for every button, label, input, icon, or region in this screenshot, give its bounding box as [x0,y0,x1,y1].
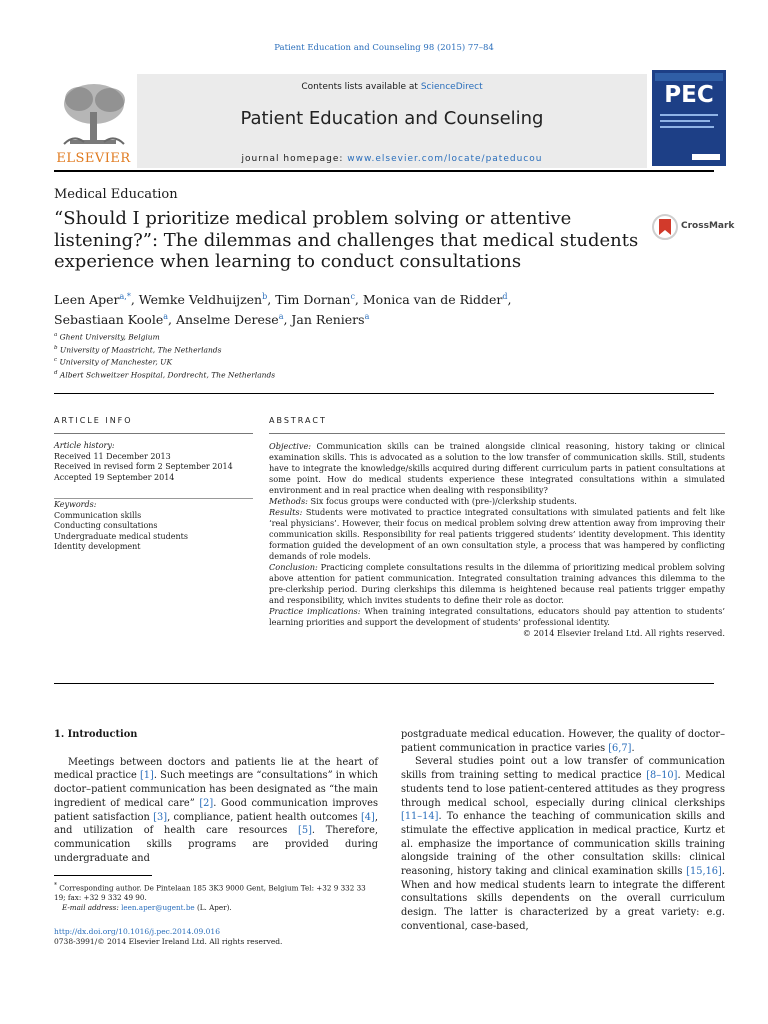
citation-link[interactable]: [11–14] [401,811,439,823]
history-item: Accepted 19 September 2014 [54,472,175,482]
citation-link[interactable]: [2] [199,797,214,809]
citation-link[interactable]: [5] [298,825,312,837]
article-section: Medical Education [54,187,178,202]
crossmark-badge[interactable] [652,212,735,242]
affiliation: $^a$ Ghent University, Belgium [54,332,160,342]
body-paragraph: Meetings between doctors and patients lie at the heart of medical practice [1]. Such meetings are “consultations” in which doctor–patient communication has been designated as “the main ingredient of medical care” [2]. Good communication improves patient satisfaction [3], compliance, patient health outcomes [4], and utilization of health care resources [5]. Therefore, communication skills programs are provided during undergraduate and [54,756,378,864]
body-paragraph: postgraduate medical education. However, the quality of doctor–patient communication in practice varies [6,7]. [401,729,725,754]
keyword: Communication skills [54,510,142,520]
divider [54,393,714,394]
crossmark-icon [652,212,678,242]
journal-citation[interactable]: Patient Education and Counseling 98 (2015) 77–84 [274,43,494,53]
abstract-methods: Methods: Six focus groups were conducted with (pre-)/clerkship students. [269,496,577,506]
doi-link[interactable]: http://dx.doi.org/10.1016/j.pec.2014.09.016 [54,927,220,936]
history-item: Received 11 December 2013 [54,451,171,461]
history-label: Article history: [54,441,115,450]
citation-link[interactable]: [4] [360,811,375,823]
sciencedirect-link[interactable]: ScienceDirect [420,82,483,92]
author[interactable]: Monica van de Ridder$^d$ [362,292,508,308]
affiliation: $^c$ University of Manchester, UK [54,357,173,367]
contents-prefix: Contents lists available at [301,82,421,92]
keywords [54,500,253,553]
divider [54,498,253,499]
keyword: Undergraduate medical students [54,531,188,541]
citation-link[interactable]: [15,16] [686,866,722,878]
divider [54,433,253,434]
affiliation: $^b$ University of Maastricht, The Netherlands [54,344,222,354]
citation-link[interactable]: [6,7] [608,742,632,754]
crossmark-label: CrossMark [681,221,735,231]
footnote: * Corresponding author. De Pintelaan 185 3K3 9000 Gent, Belgium Tel: +32 9 332 33 19; fax: +32 9 332 49 90. E-mail address: leen.aper@ugent.be (L. Aper). [54,882,366,913]
body-left-column [54,728,378,865]
abstract-copyright: © 2014 Elsevier Ireland Ltd. All rights reserved. [522,628,725,638]
citation-link[interactable]: [1] [139,770,154,782]
abstract-results: Results: Students were motivated to practice integrated consultations with simulated patients and felt like ‘real physicians’. However, their focus on medical problem solving drew attention away from improving their communication skills. Responsibility for real patients triggered students’ identity development. This identity formation guided the development of an own consultation style, a process that was hampered by conflicting demands of role models. [269,507,725,561]
contents-line [137,82,647,92]
journal-title: Patient Education and Counseling [240,108,544,129]
keyword: Conducting consultations [54,521,158,530]
history-item: Received in revised form 2 September 2014 [54,462,233,471]
author[interactable]: Anselme Derese$^a$ [175,312,284,328]
svg-text:ELSEVIER: ELSEVIER [56,151,131,166]
footnote-divider [54,875,152,876]
homepage-line [137,154,647,164]
abstract-objective: Objective: Communication skills can be trained alongside clinical reasoning, history taking or clinical examination skills. This is advocated as a solution to the low transfer of communication skills. Still, students have to integrate the knowledge/skills acquired during different curriculum parts in patient consultations at some point. How do medical students experience these integrated consultations within a simulated environment and in real practice when dealing with responsibility? [269,441,725,495]
article-info-heading: ARTICLE INFO [54,416,133,425]
body-paragraph: Several studies point out a low transfer of communication skills from training setting to medical practice [8–10]. Medical students tend to lose patient-centered attitudes as they progress through medical school, especially during clinical clerkships [11–14]. To enhance the teaching of communication skills and stimulate the effective application in medical practice, Kurtz et al. emphasize the importance of communication skills training alongside training of the other consultation skills: clinical reasoning, history taking and clinical examination skills [15,16]. When and how medical students learn to integrate the different consultations skills dependents on the overall curriculum design. The latter is characterized by a great variety: e.g. conventional, case-based, [401,756,725,932]
abstract-conclusion: Conclusion: Practicing complete consultations results in the dilemma of prioritizing medical problem solving above attention for patient communication. Integrated consultation training advances this dilemma to the pre-clerkship period. During clerkships this dilemma is heightened because real patients trigger empathy and responsibility, which invites students to define their role as doctor. [269,562,725,605]
journal-masthead [54,70,730,168]
author[interactable]: Leen Aper$^{a,*}$ [54,292,131,308]
elsevier-logo[interactable] [54,74,133,166]
citation-link[interactable]: [3] [153,811,168,823]
elsevier-tree-icon [54,74,133,166]
homepage-prefix: journal homepage: [241,154,348,164]
issn-line: 0738-3991/© 2014 Elsevier Ireland Ltd. All rights reserved. [54,937,283,946]
divider [269,433,725,434]
divider [54,683,714,684]
masthead-box [137,74,647,168]
abstract-body [269,441,725,639]
author[interactable]: Sebastiaan Koole$^a$ [54,312,169,328]
article-history [54,441,253,483]
homepage-link[interactable]: www.elsevier.com/locate/pateducou [347,154,543,164]
doi-block [54,927,282,947]
author[interactable]: Wemke Veldhuijzen$^b$ [138,292,268,308]
citation-link[interactable]: [8–10] [646,770,678,782]
author[interactable]: Jan Reniers$^a$ [291,312,370,328]
affiliation-list [54,330,275,380]
keywords-label: Keywords: [54,500,97,509]
author[interactable]: Tim Dornan$^c$ [275,292,355,308]
article-title: “Should I prioritize medical problem solving or attentive listening?”: The dilemmas and challenges that medical students experience when learning to conduct consultations [54,208,639,272]
section-heading: 1. Introduction [54,729,138,740]
journal-cover-image[interactable] [652,70,726,166]
abstract-heading: ABSTRACT [269,416,327,425]
keyword: Identity development [54,542,141,551]
affiliation: $^d$ Albert Schweitzer Hospital, Dordrecht, The Netherlands [54,369,276,379]
divider [54,170,714,172]
email-link[interactable]: leen.aper@ugent.be [121,903,195,913]
abstract-implications: Practice implications: When training integrated consultations, educators should pay attention to students’ learning priorities and support the development of students’ professional identity. [269,606,725,627]
author-list: Leen Aper$^{a,*}$, Wemke Veldhuijzen$^b$, Tim Dornan$^c$, Monica van de Ridder$^d$, Sebastiaan Koole$^a$, Anselme Derese$^a$, Jan Reniers$^a$ [54,292,512,328]
body-right-column [401,728,725,934]
cover-title: PEC [664,82,714,108]
